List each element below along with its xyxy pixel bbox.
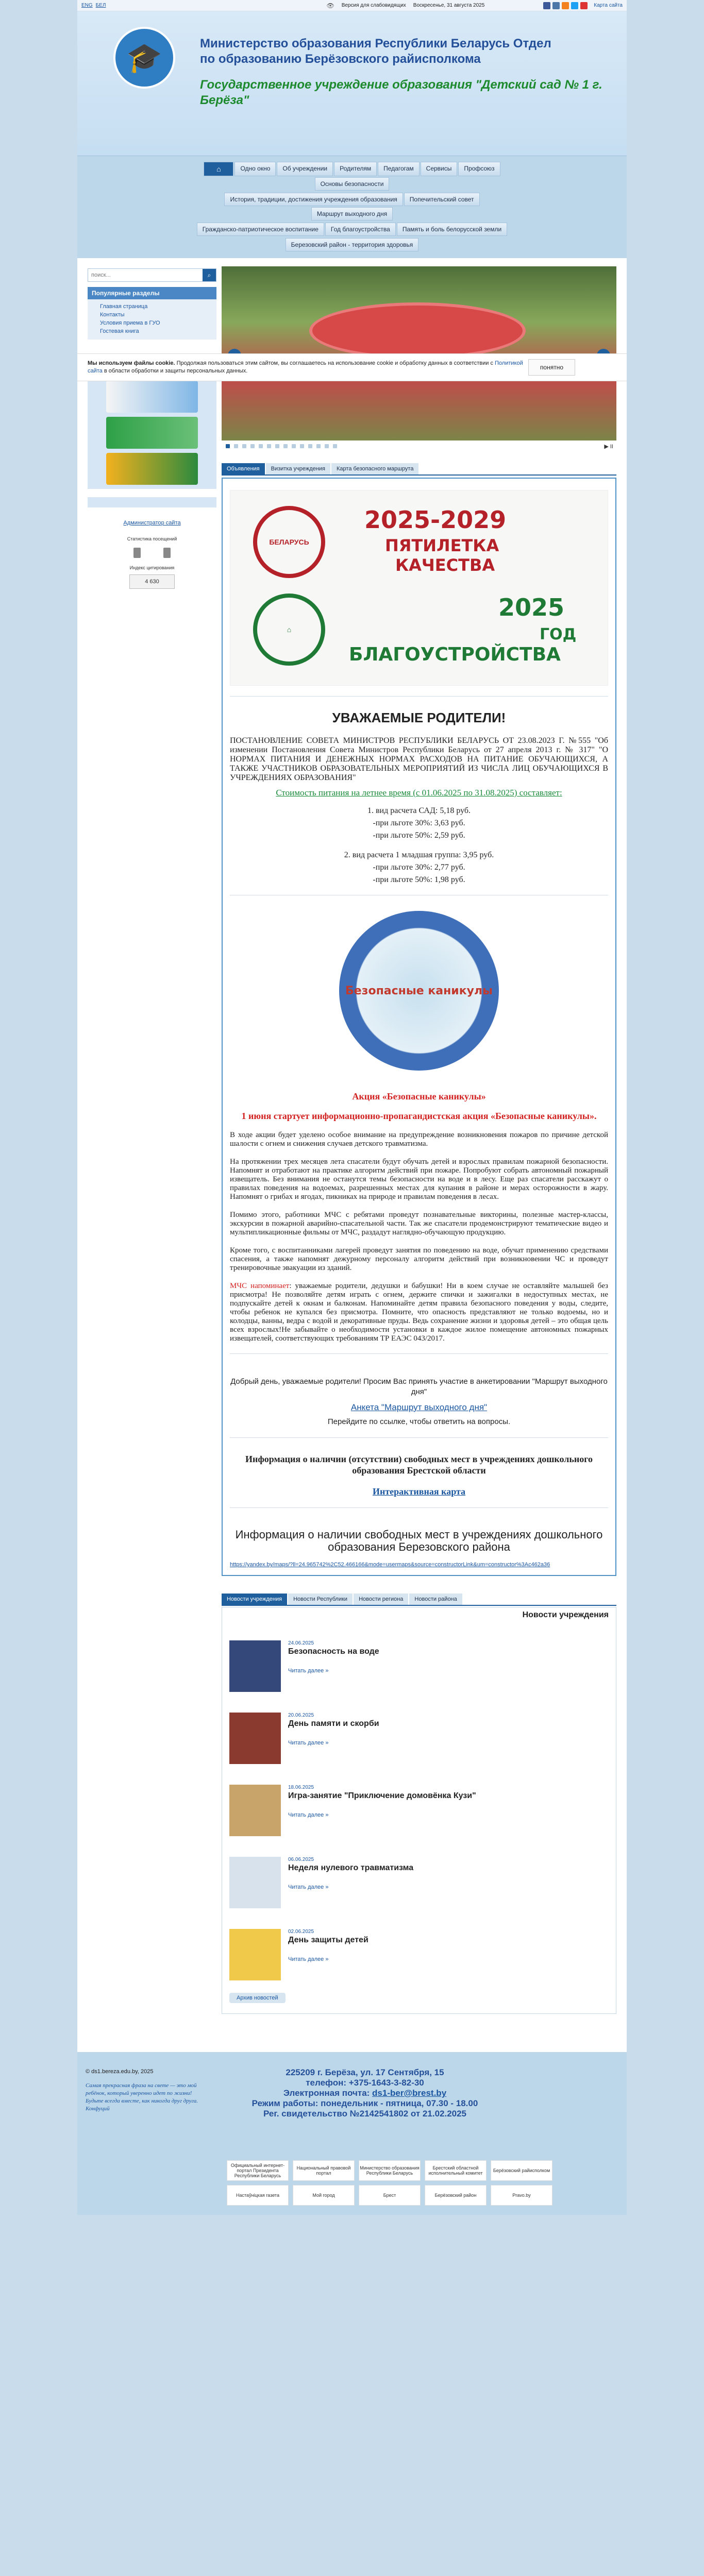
nav-item[interactable]: Память и боль белорусской земли xyxy=(397,223,507,236)
seal-red: БЕЛАРУСЬ xyxy=(253,506,325,578)
site-header xyxy=(77,11,627,156)
nav-item[interactable]: Сервисы xyxy=(421,162,458,176)
house-icon: ⌂ xyxy=(253,594,325,666)
copyright: © ds1.bereza.edu.by, 2025 xyxy=(86,2069,154,2075)
content xyxy=(77,258,627,2014)
sidebar-spacer xyxy=(88,497,216,507)
news-body xyxy=(288,1785,476,1836)
stat-icons xyxy=(88,548,216,558)
news-thumb[interactable] xyxy=(229,1929,281,1980)
cookie-banner xyxy=(77,353,627,381)
interactive-map-link[interactable]: Интерактивная карта xyxy=(372,1486,466,1497)
slider-dot[interactable] xyxy=(292,444,296,448)
tab-card[interactable]: Визитка учреждения xyxy=(266,463,330,474)
partner-logo[interactable]: Берёзовский райисполком xyxy=(491,2160,552,2181)
tab-announcements[interactable]: Объявления xyxy=(222,463,265,474)
popular-link[interactable]: Условия приема в ГУО xyxy=(100,320,160,326)
mcs-label: МЧС напоминает xyxy=(230,1282,290,1290)
admin-link[interactable]: Администратор сайта xyxy=(123,520,181,526)
ok-icon[interactable] xyxy=(562,2,569,9)
slider-dot[interactable] xyxy=(267,444,271,448)
price-item-1-50: -при льготе 50%: 2,59 руб. xyxy=(373,831,465,840)
footer xyxy=(77,2052,627,2215)
search-icon[interactable]: ⌕ xyxy=(203,269,216,281)
news-headline[interactable]: Безопасность на воде xyxy=(288,1647,379,1656)
twitter-icon[interactable] xyxy=(571,2,578,9)
popular-links xyxy=(88,299,216,340)
news-item[interactable] xyxy=(229,1857,609,1908)
partner-logo[interactable]: Министерство образования Республики Беларусь xyxy=(359,2160,421,2181)
slider-dot[interactable] xyxy=(275,444,279,448)
main-nav xyxy=(77,156,627,258)
news-date: 24.06.2025 xyxy=(288,1640,314,1646)
news-section xyxy=(222,1594,616,2014)
divider xyxy=(230,1507,608,1508)
eye-icon[interactable]: 👁 xyxy=(326,2,334,9)
cookie-body-2: в области обработки и защиты персональных данных. xyxy=(102,368,248,374)
partner-logo[interactable]: Pravo.by xyxy=(491,2185,552,2206)
top-bar-right xyxy=(543,2,623,9)
news-tabs xyxy=(222,1594,616,1606)
nav-item[interactable]: Об учреждении xyxy=(277,162,333,176)
divider xyxy=(230,1437,608,1438)
lang-eng[interactable]: ENG xyxy=(81,3,93,8)
news-headline[interactable]: Игра-занятие "Приключение домовёнка Кузи" xyxy=(288,1791,476,1800)
footer-hours: Режим работы: понедельник - пятница, 07.30 - 18.00 xyxy=(252,2098,478,2108)
nav-item[interactable]: Основы безопасности xyxy=(315,177,390,191)
banner-3[interactable] xyxy=(106,453,198,485)
safety-p2: На протяжении трех месяцев лета спасатели будут обучать детей и взрослых правилам пожарной безопасности. Напомнят и отработают на практике алгоритм действий при пожаре. Попробуют собрать автономный пожарный извещатель. Без внимания не останутся темы безопасности на воде и в лесу. Еще раз спасатели расскажут о правилах поведения на водоемах, разрешенных местах для купания в районе и мерах осторожности в жару. Напомнят о грибах и ягодах, пикниках на природе и правилам поведения в лесах. xyxy=(230,1158,608,1201)
current-date: Воскресенье, 31 августа 2025 xyxy=(413,3,485,8)
popular-link[interactable]: Гостевая книга xyxy=(100,328,139,334)
slider-dot[interactable] xyxy=(300,444,304,448)
slider-dot[interactable] xyxy=(226,444,230,448)
facebook-icon[interactable] xyxy=(543,2,550,9)
price-item-2-50: -при льготе 50%: 1,98 руб. xyxy=(373,875,465,884)
read-more-link[interactable]: Читать далее » xyxy=(288,1956,329,1962)
slider-dot[interactable] xyxy=(242,444,246,448)
price-item-2-30: -при льготе 30%: 2,77 руб. xyxy=(373,863,465,872)
nav-item[interactable]: Гражданско-патриотическое воспитание xyxy=(197,223,324,236)
search-input[interactable] xyxy=(88,269,203,281)
tab-news-institution[interactable]: Новости учреждения xyxy=(222,1594,287,1605)
popular-link[interactable]: Контакты xyxy=(100,312,125,318)
stats xyxy=(88,536,216,589)
partner-logo[interactable]: Брестский областной исполнительный комитет xyxy=(425,2160,487,2181)
email-link[interactable]: ds1-ber@brest.by xyxy=(372,2088,447,2098)
news-thumb[interactable] xyxy=(229,1640,281,1692)
cite-title: Индекс цитирования xyxy=(129,565,175,570)
pause-icon[interactable]: ▶ II xyxy=(604,443,613,450)
news-headline[interactable]: Неделя нулевого травматизма xyxy=(288,1863,414,1872)
slider-dot[interactable] xyxy=(333,444,337,448)
accessibility-link[interactable]: Версия для слабовидящих xyxy=(341,3,406,8)
popular-link[interactable]: Главная страница xyxy=(100,303,148,310)
news-item[interactable] xyxy=(229,1713,609,1764)
poster-line1: ПЯТИЛЕТКА xyxy=(385,536,499,555)
survey-after: Перейдите по ссылке, чтобы ответить на вопросы. xyxy=(327,1417,511,1426)
news-thumb[interactable] xyxy=(229,1857,281,1908)
nav-item[interactable]: Попечительский совет xyxy=(404,193,480,206)
survey-link[interactable]: Анкета "Маршрут выходного дня" xyxy=(350,1402,488,1412)
main xyxy=(222,266,616,2014)
vacancy-title-2: Информация о наличии свободных мест в учреждениях дошкольного образования Березовского района xyxy=(235,1528,603,1553)
slider-dot[interactable] xyxy=(283,444,288,448)
price-item-1: 1. вид расчета САД: 5,18 руб. xyxy=(367,806,471,815)
news-body xyxy=(288,1640,379,1692)
read-more-link[interactable]: Читать далее » xyxy=(288,1812,329,1818)
lang-bel[interactable]: БЕЛ xyxy=(95,3,106,8)
stat-title: Статистика посещений xyxy=(127,536,177,541)
footer-address: 225209 г. Берёза, ул. 17 Сентября, 15 xyxy=(286,2067,444,2077)
slider-dot[interactable] xyxy=(325,444,329,448)
news-date: 18.06.2025 xyxy=(288,1785,314,1790)
news-headline[interactable]: День защиты детей xyxy=(288,1936,368,1944)
news-body xyxy=(288,1857,413,1908)
tab-news-republic[interactable]: Новости Республики xyxy=(288,1594,353,1605)
safety-p4: Кроме того, с воспитанниками лагерей проведут занятия по поведению на воде, обучат применению средствами спасения, а также напомнят дежурному персоналу алгоритм действий при возникновении ЧС и проведут тренировочные эвакуации из зданий. xyxy=(230,1246,608,1272)
top-bar-center xyxy=(326,2,484,9)
news-archive-button[interactable]: Архив новостей xyxy=(229,1993,286,2003)
divider xyxy=(230,1353,608,1354)
slide-image xyxy=(309,302,526,359)
banner-1[interactable] xyxy=(106,381,198,413)
slider-dot[interactable] xyxy=(308,444,312,448)
survey xyxy=(230,1377,608,1427)
partner-logo[interactable]: Берёзовский район xyxy=(425,2185,487,2206)
nav-item[interactable]: Год благоустройства xyxy=(325,223,396,236)
read-more-link[interactable]: Читать далее » xyxy=(288,1668,329,1674)
news-item[interactable] xyxy=(229,1785,609,1836)
nav-item[interactable]: История, традиции, достижения учреждения образования xyxy=(224,193,403,206)
banners xyxy=(88,377,216,489)
search-box xyxy=(88,268,216,282)
slider-dots xyxy=(222,440,616,452)
cookie-bold: Мы используем файлы cookie. xyxy=(88,360,175,366)
news-title: Новости учреждения xyxy=(522,1611,609,1619)
tab-news-region[interactable]: Новости региона xyxy=(354,1594,408,1605)
nav-item[interactable]: Педагогам xyxy=(378,162,420,176)
news-headline[interactable]: День памяти и скорби xyxy=(288,1719,379,1728)
safety-p5-text: : уважаемые родители, дедушки и бабушки! Ни в коем случае не оставляйте малышей без присмотра! Не позволяйте детям играть с огнем, держите спички и зажигалки в недоступных местах, не подпускайте детей к окнам и балконам. Напоминайте детям правила безопасного поведения у воды, следите, чтобы ребенок не купался без присмотра. Помните, что опасность представляют не только водоемы, но и колодцы, ванны, ведра с водой и декоративные пруды. Ведь сохранение жизни и здоровья детей – это общая цель всех взрослых!Не забывайте о необходимости установки в каждое жилое помещение автономных пожарных извещателей, соответствующих требованиям ТР ЕАЭС 043/2017. xyxy=(230,1282,608,1343)
home-icon[interactable]: ⌂ xyxy=(204,162,233,176)
youtube-icon[interactable] xyxy=(580,2,588,9)
poster-line3: ГОД xyxy=(540,625,577,643)
safety-p1: В ходе акции будет уделено особое внимание на предупреждение возникновения пожаров по причине детской шалости с огнем и снижения случаев детского травматизма. xyxy=(230,1131,608,1148)
nav-item[interactable]: Маршрут выходного дня xyxy=(311,207,393,221)
nav-item[interactable]: Одно окно xyxy=(234,162,276,176)
institution-title: Государственное учреждение образования "Детский сад № 1 г. Берёза" xyxy=(200,78,602,107)
read-more-link[interactable]: Читать далее » xyxy=(288,1740,329,1746)
poster-years: 2025-2029 xyxy=(364,506,507,534)
news-date: 06.06.2025 xyxy=(288,1857,314,1862)
nav-item[interactable]: Родителям xyxy=(334,162,377,176)
price-item-1-30: -при льготе 30%: 3,63 руб. xyxy=(373,819,465,827)
poster-year2: 2025 xyxy=(498,594,565,621)
banner-2[interactable] xyxy=(106,417,198,449)
safety-subtitle: 1 июня стартует информационно-пропагандистская акция «Безопасные каникулы». xyxy=(241,1111,597,1121)
announcements xyxy=(222,478,616,1576)
partner-logo[interactable]: Официальный интернет-портал Президента Республики Беларусь xyxy=(227,2160,289,2181)
news-box xyxy=(222,1607,616,2014)
email-label: Электронная почта: xyxy=(283,2088,373,2098)
news-thumb[interactable] xyxy=(229,1785,281,1836)
poster-line2: КАЧЕСТВА xyxy=(395,555,495,575)
safety-p3: Помимо этого, работники МЧС с ребятами проведут познавательные викторины, полезные мастер-классы, экскурсии в пожарной аварийно-спасательной части. Так же спасатели продемонстрируют тематические видео и мультипликационные фильмы от МЧС, раздадут наглядно-обучающую продукцию. xyxy=(230,1211,608,1236)
partner-logo[interactable]: Мой город xyxy=(293,2185,355,2206)
divider xyxy=(230,696,608,697)
vacancy-title: Информация о наличии (отсутствии) свободных мест в учреждениях дошкольного образования Брестской области xyxy=(245,1454,593,1476)
graduation-cap-icon[interactable]: 🎓 xyxy=(113,27,175,89)
poster xyxy=(230,490,608,686)
poster-line4: БЛАГОУСТРОЙСТВА xyxy=(349,644,561,665)
slider-dot[interactable] xyxy=(234,444,238,448)
ministry-title: Министерство образования Республики Беларусь Отдел по образованию Берёзовского райисполкома xyxy=(200,37,551,66)
header-titles xyxy=(200,36,627,156)
footer-email-row xyxy=(206,2088,524,2098)
footer-phone: телефон: +375-1643-3-82-30 xyxy=(306,2078,424,2088)
yandex-map-link[interactable]: https://yandex.by/maps/?ll=24.965742%2C52.466166&mode=usermaps&source=constructorLink&um=constructor%3Ac462a36 xyxy=(230,1562,550,1568)
summer-cost: Стоимость питания на летнее время (с 01.06.2025 по 31.08.2025) составляет: xyxy=(276,788,562,798)
decree-text: ПОСТАНОВЛЕНИЕ СОВЕТА МИНИСТРОВ РЕСПУБЛИКИ БЕЛАРУСЬ ОТ 23.08.2023 Г. №555 "Об изменении Постановления Совета Министров Республики Беларусь от 27 апреля 2013 г. № 317" "О НОРМАХ ПИТАНИЯ И ДЕНЕЖНЫХ НОРМАХ РАСХОДОВ НА ПИТАНИЕ ОБУЧАЮЩИХСЯ, А ТАКЖЕ УЧАСТНИКОВ ОБРАЗОВАТЕЛЬНЫХ МЕРОПРИЯТИЙ ИЗ ЧИСЛА ЛИЦ ОБУЧАЮЩИХСЯ В УЧРЕЖДЕНИЯХ ОБРАЗОВАНИЯ" xyxy=(230,736,608,782)
partner-logo[interactable]: Брест xyxy=(359,2185,421,2206)
vk-icon[interactable] xyxy=(552,2,560,9)
slider-dot[interactable] xyxy=(250,444,255,448)
news-item[interactable] xyxy=(229,1640,609,1692)
page xyxy=(77,0,627,2215)
read-more-link[interactable]: Читать далее » xyxy=(288,1884,329,1890)
cookie-accept-button[interactable]: понятно xyxy=(528,359,575,376)
news-thumb[interactable] xyxy=(229,1713,281,1764)
footer-reg: Рег. свидетельство №2142541802 от 21.02.2025 xyxy=(263,2109,467,2119)
popular-title: Популярные разделы xyxy=(88,287,216,299)
news-item[interactable] xyxy=(229,1929,609,1980)
safety-p5 xyxy=(230,1282,608,1343)
sidebar xyxy=(88,266,216,2014)
news-date: 20.06.2025 xyxy=(288,1713,314,1718)
footer-logos xyxy=(227,2160,567,2206)
content-tabs xyxy=(222,463,616,476)
language-switch xyxy=(81,3,106,8)
cookie-text xyxy=(88,360,528,375)
tab-route-map[interactable]: Карта безопасного маршрута xyxy=(331,463,418,474)
news-body xyxy=(288,1929,368,1980)
safety-title: Акция «Безопасные каникулы» xyxy=(352,1091,486,1101)
counter-icon[interactable] xyxy=(133,548,141,558)
nav-item[interactable]: Профсоюз xyxy=(458,162,500,176)
tab-news-district[interactable]: Новости района xyxy=(409,1594,462,1605)
price-item-2: 2. вид расчета 1 младшая группа: 3,95 руб. xyxy=(344,851,494,859)
cookie-policy-link[interactable]: Политикой сайта xyxy=(88,360,523,374)
partner-logo[interactable]: Настаўніцкая газета xyxy=(227,2185,289,2206)
safe-holidays-logo: Безопасные каникулы xyxy=(339,911,499,1071)
nav-item[interactable]: Березовский район - территория здоровья xyxy=(286,238,419,251)
sitemap-link[interactable]: Карта сайта xyxy=(594,3,623,8)
counter-icon[interactable] xyxy=(163,548,171,558)
partner-logo[interactable]: Национальный правовой портал xyxy=(293,2160,355,2181)
news-date: 02.06.2025 xyxy=(288,1929,314,1935)
slider-dot[interactable] xyxy=(259,444,263,448)
news-body xyxy=(288,1713,379,1764)
cite-badge[interactable]: 4 630 xyxy=(129,574,175,589)
survey-text: Добрый день, уважаемые родители! Просим Вас принять участие в анкетировании "Маршрут выходного дня" xyxy=(230,1377,608,1396)
slider-dot[interactable] xyxy=(316,444,321,448)
top-bar xyxy=(77,0,627,11)
footer-quote: Самая прекрасная фраза на свете — это мой ребёнок, который уверенно идет по жизни! Будьте всегда вместе, как никогда друг друга. Конфуций xyxy=(86,2082,198,2112)
footer-left xyxy=(77,2052,206,2215)
cookie-body: Продолжая пользоваться этим сайтом, вы соглашаетесь на использование cookie и обработку данных в соответствии с xyxy=(175,360,495,366)
parents-title: УВАЖАЕМЫЕ РОДИТЕЛИ! xyxy=(332,710,506,725)
